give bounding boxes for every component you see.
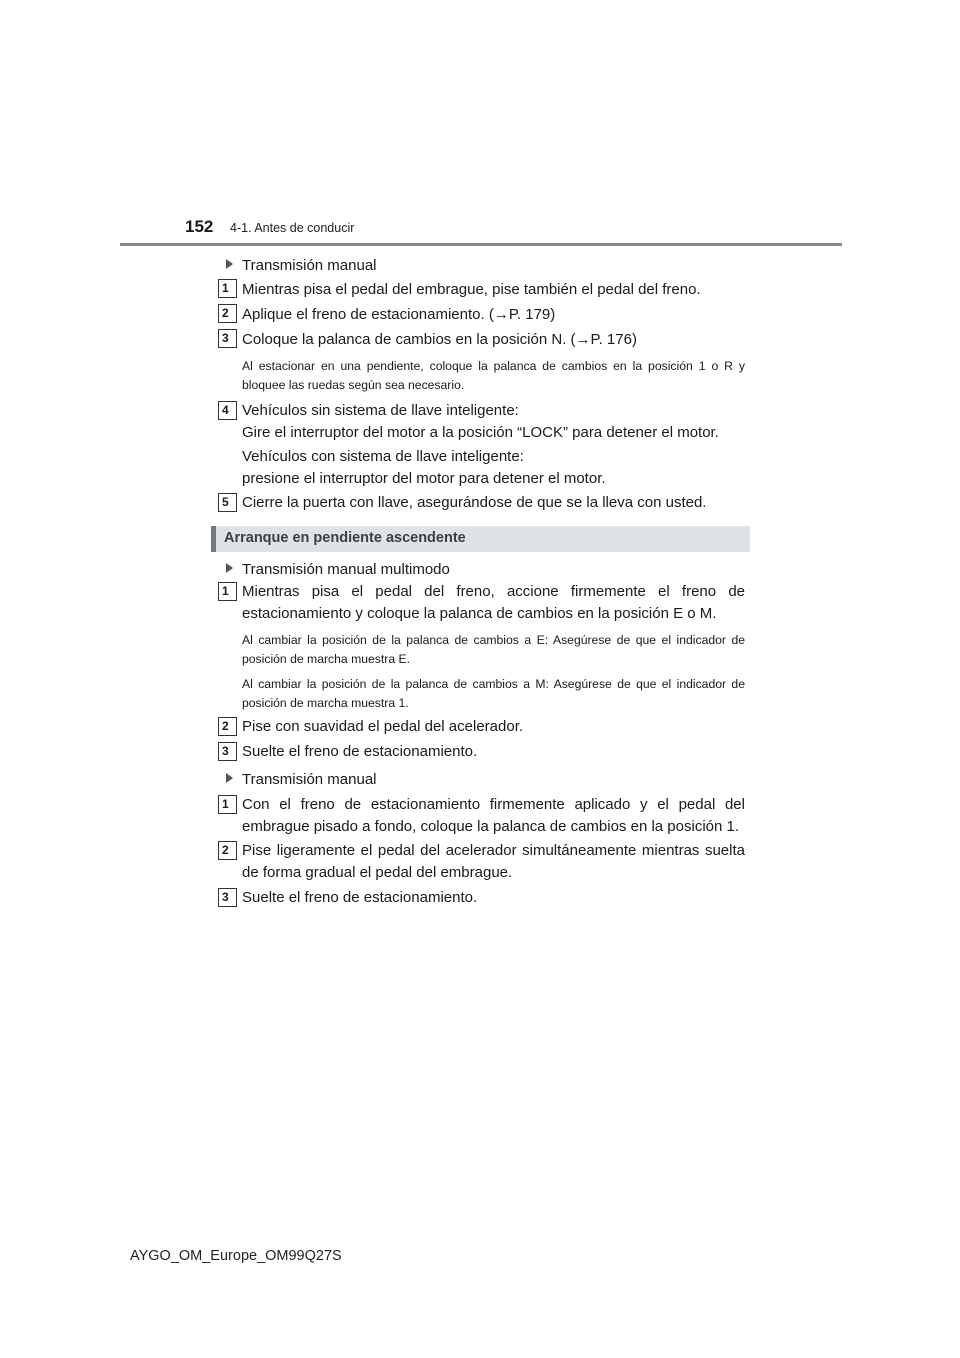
subheading-multimode-transmission: Transmisión manual multimodo [226,560,450,579]
step-number-badge: 1 [218,279,237,298]
step-text-condition: Vehículos con sistema de llave inteligente: [242,448,524,465]
step-text-condition: Vehículos sin sistema de llave inteligente: [242,402,519,419]
step-text: Coloque la palanca de cambios en la posición N. (→P. 176) [242,331,637,348]
step-text: Gire el interruptor del motor a la posición “LOCK” para detener el motor. [242,424,719,441]
header-divider [120,243,842,246]
step-number-badge: 2 [218,717,237,736]
triangle-bullet-icon [226,563,233,573]
section-header [211,526,750,552]
step-number-badge: 1 [218,795,237,814]
section-reference: 4-1. Antes de conducir [230,221,355,235]
step-text: Mientras pisa el pedal del embrague, pise también el pedal del freno. [242,281,701,298]
step-text: Cierre la puerta con llave, asegurándose de que se la lleva con usted. [242,494,707,511]
step-number-badge: 3 [218,888,237,907]
step-number-badge: 5 [218,493,237,512]
section-accent [211,526,216,552]
step-number-badge: 3 [218,329,237,348]
triangle-bullet-icon [226,773,233,783]
step-text: Aplique el freno de estacionamiento. (→P. 179) [242,306,556,323]
step-text: presione el interruptor del motor para detener el motor. [242,470,606,487]
document-code: AYGO_OM_Europe_OM99Q27S [130,1248,342,1264]
step-number-badge: 3 [218,742,237,761]
step-text: Pise ligeramente el pedal del acelerador simultáneamente mientras suelta de forma gradual el pedal del embrague. [242,842,745,881]
step-text: Suelte el freno de estacionamiento. [242,889,478,906]
step-number-badge: 1 [218,582,237,601]
step-text: Con el freno de estacionamiento firmemente aplicado y el pedal del embrague pisado a fondo, coloque la palanca de cambios en la posición 1. [242,796,745,835]
step-number-badge: 4 [218,401,237,420]
step-number-badge: 2 [218,841,237,860]
step-text: Pise con suavidad el pedal del acelerador. [242,718,524,735]
step-text: Mientras pisa el pedal del freno, accione firmemente el freno de estacionamiento y coloque la palanca de cambios en la posición E o M. [242,583,745,622]
step-number-badge: 2 [218,304,237,323]
note-text: Al cambiar la posición de la palanca de cambios a E: Asegúrese de que el indicador de posición de marcha muestra E. [242,633,745,666]
note-text: Al cambiar la posición de la palanca de cambios a M: Asegúrese de que el indicador de posición de marcha muestra 1. [242,677,745,710]
subheading-manual-transmission: Transmisión manual [226,256,377,275]
subheading-manual-transmission: Transmisión manual [226,770,377,789]
step-text: Suelte el freno de estacionamiento. [242,743,478,760]
section-title: Arranque en pendiente ascendente [224,530,466,546]
note-text: Al estacionar en una pendiente, coloque la palanca de cambios en la posición 1 o R y bloquee las ruedas según sea necesario. [242,359,745,392]
page-number: 152 [185,217,214,236]
triangle-bullet-icon [226,259,233,269]
